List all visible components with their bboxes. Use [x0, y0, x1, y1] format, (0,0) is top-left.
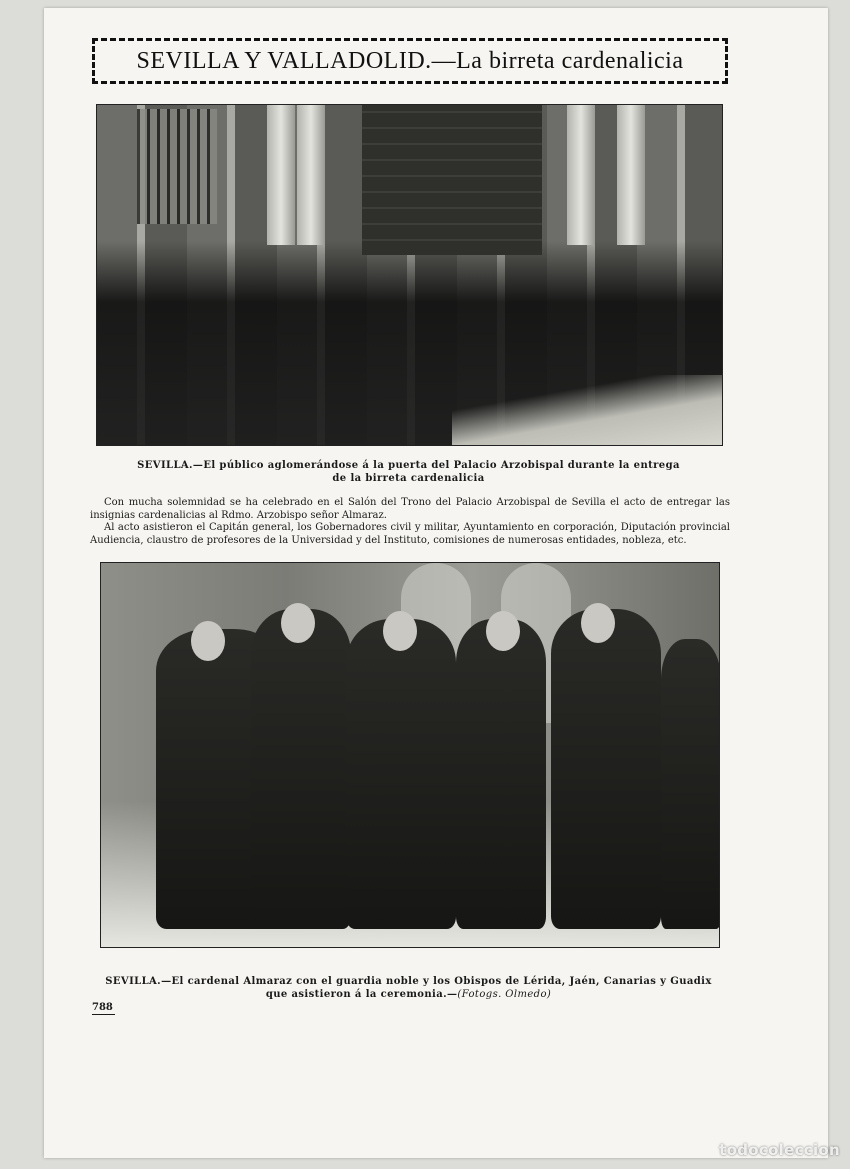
- palace-door: [362, 105, 542, 255]
- page-number: 788: [92, 1002, 113, 1013]
- cobblestone-street: [452, 375, 722, 445]
- article-paragraph: Al acto asistieron el Capitán general, los Gobernadores civil y militar, Ayuntamiento en corporación, Diputación provincial Audiencia, claustro de profesores de la Universidad y del Instituto, comisiones de numerosas entidades, nobleza, etc.: [90, 522, 730, 546]
- watermark: todocoleccion: [719, 1141, 840, 1159]
- photo2-caption-line1: SEVILLA.—El cardenal Almaraz con el guardia noble y los Obispos de Lérida, Jaén, Canarias y Guadix: [105, 976, 712, 987]
- figure-head: [581, 603, 615, 643]
- photo-credit: (Fotogs. Olmedo): [457, 989, 552, 1000]
- stone-column: [297, 105, 325, 245]
- figure: [551, 609, 661, 929]
- figure-head: [383, 611, 417, 651]
- stone-column: [267, 105, 295, 245]
- photo2-caption-line2: [96, 988, 721, 1001]
- article-paragraph: Con mucha solemnidad se ha celebrado en el Salón del Trono del Palacio Arzobispal de Sevilla el acto de entregar las insignias cardenalicias al Rdmo. Arzobispo señor Almaraz.: [90, 497, 730, 521]
- photo1-caption-line2: de la birreta cardenalicia: [332, 473, 485, 484]
- barred-window: [137, 109, 217, 224]
- page-title: SEVILLA Y VALLADOLID.—La birreta cardenalicia: [136, 47, 684, 74]
- stone-column: [617, 105, 645, 245]
- figure-head: [486, 611, 520, 651]
- photo1-caption: [96, 459, 721, 485]
- figure: [346, 619, 456, 929]
- article-body: [90, 497, 730, 547]
- figure: [661, 639, 720, 929]
- headline-box: [92, 38, 728, 84]
- photo2-caption: [96, 975, 721, 1001]
- figure: [251, 609, 351, 929]
- photo1-caption-line1: SEVILLA.—El público aglomerándose á la puerta del Palacio Arzobispal durante la entrega: [137, 460, 680, 471]
- stone-column: [567, 105, 595, 245]
- figure-head: [191, 621, 225, 661]
- photo2-caption-text: que asistieron á la ceremonia.—: [265, 989, 458, 1000]
- figure: [456, 619, 546, 929]
- clergy-portrait-photo: [100, 562, 720, 948]
- figure-head: [281, 603, 315, 643]
- crowd-photo: [96, 104, 723, 446]
